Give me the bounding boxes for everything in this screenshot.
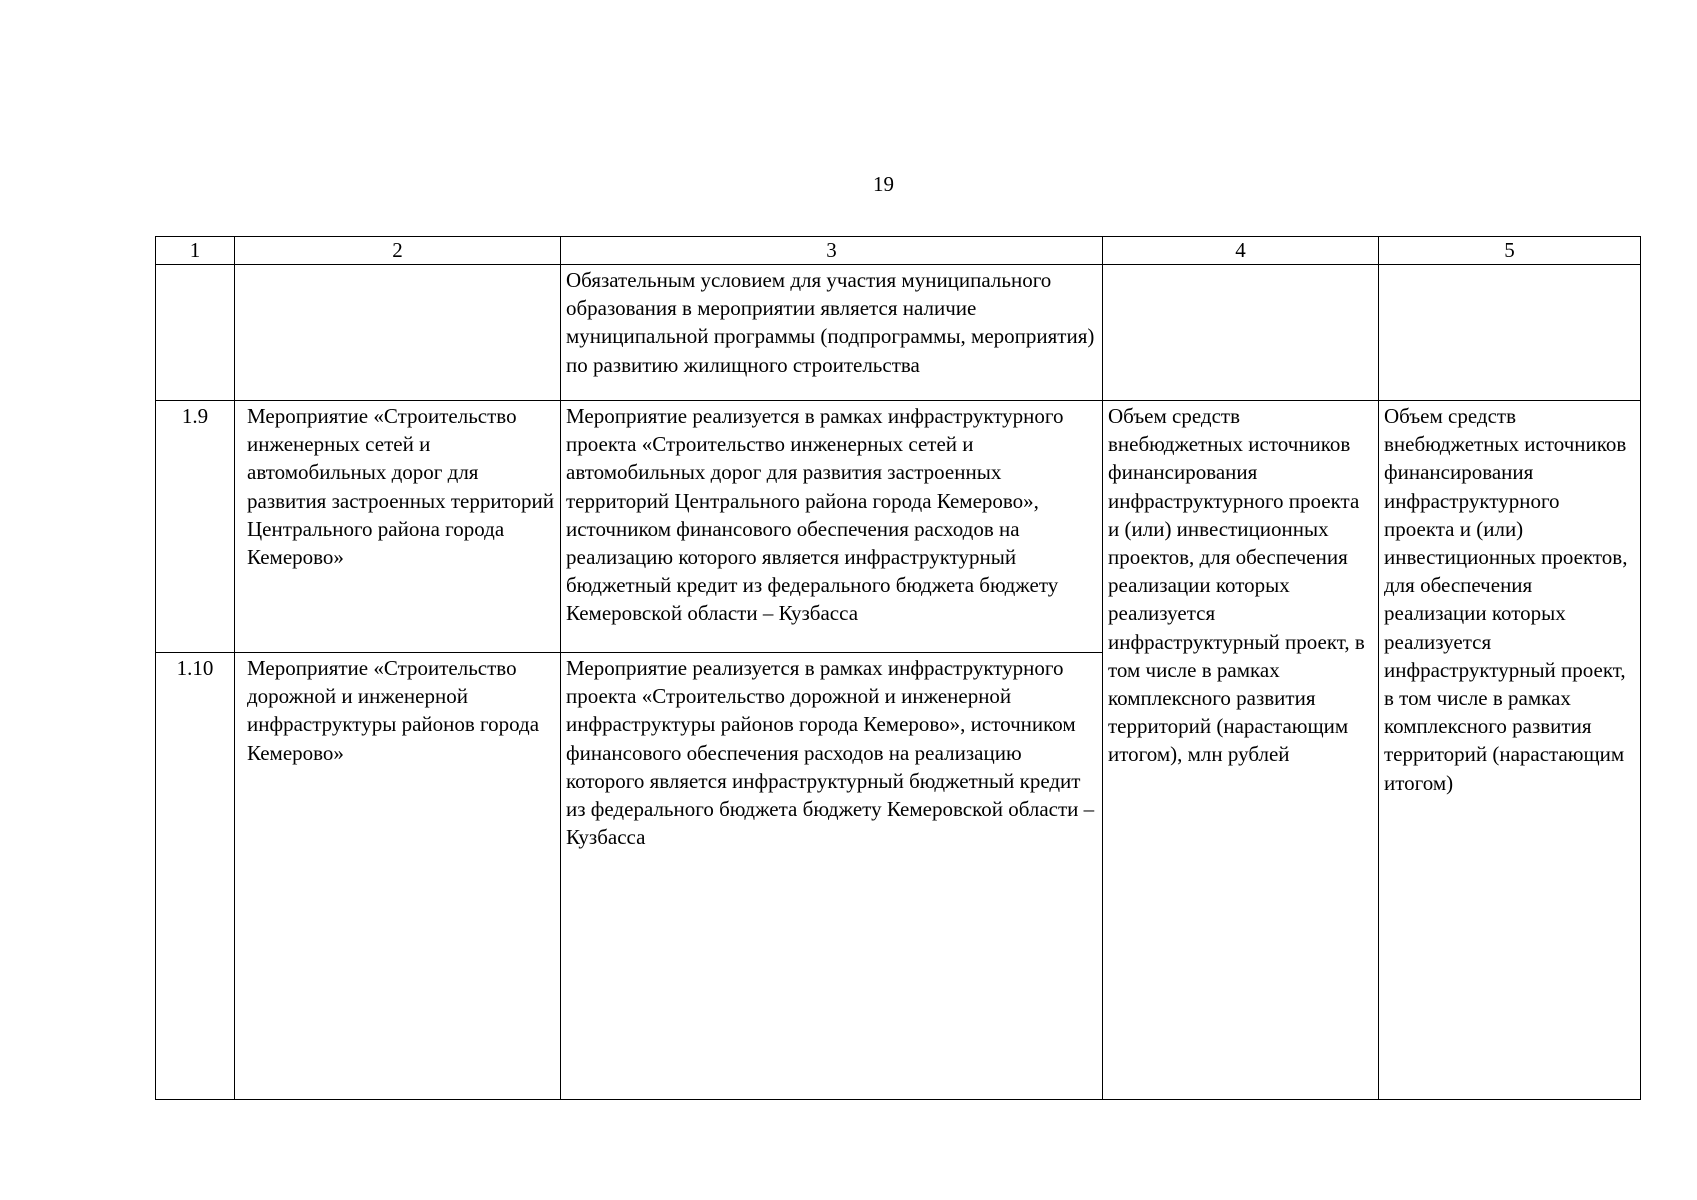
row-name: Мероприятие «Строительство дорожной и инженерной инфраструктуры районов города Кемерово» bbox=[235, 653, 561, 1100]
row-name: Мероприятие «Строительство инженерных сетей и автомобильных дорог для развития застроенных территорий Центрального района города Кемерово» bbox=[235, 401, 561, 653]
table-row-continuation bbox=[156, 265, 1641, 401]
continuation-name-cell bbox=[235, 265, 561, 401]
continuation-col5-cell bbox=[1379, 265, 1641, 401]
row-description: Мероприятие реализуется в рамках инфраструктурного проекта «Строительство инженерных сетей и автомобильных дорог для развития застроенных территорий Центрального района города Кемерово», источником финансового обеспечения расходов на реализацию которого является инфраструктурный бюджетный кредит из федерального бюджета бюджету Кемеровской области – Кузбасса bbox=[561, 401, 1103, 653]
header-col-3: 3 bbox=[561, 237, 1103, 265]
continuation-description-text: Обязательным условием для участия муниципального образования в мероприятии является наличие муниципальной программы (подпрограммы, мероприятия) по развитию жилищного строительства bbox=[566, 268, 1095, 377]
continuation-col4-cell bbox=[1103, 265, 1379, 401]
continuation-number-cell bbox=[156, 265, 235, 401]
continuation-description-cell bbox=[561, 265, 1103, 401]
indicator-table bbox=[155, 236, 1641, 1100]
header-col-4: 4 bbox=[1103, 237, 1379, 265]
header-col-5: 5 bbox=[1379, 237, 1641, 265]
page-number: 19 bbox=[873, 172, 894, 196]
header-col-2: 2 bbox=[235, 237, 561, 265]
merged-indicator-col4: Объем средств внебюджетных источников финансирования инфраструктурного проекта и (или) инвестиционных проектов, для обеспечения реализации которых реализуется инфраструктурный проект, в том числе в рамках комплексного развития территорий (нарастающим итогом), млн рублей bbox=[1103, 401, 1379, 1100]
row-number: 1.10 bbox=[156, 653, 235, 1100]
row-description: Мероприятие реализуется в рамках инфраструктурного проекта «Строительство дорожной и инженерной инфраструктуры районов города Кемерово», источником финансового обеспечения расходов на реализацию которого является инфраструктурный бюджетный кредит из федерального бюджета бюджету Кемеровской области – Кузбасса bbox=[561, 653, 1103, 1100]
row-number: 1.9 bbox=[156, 401, 235, 653]
merged-indicator-col5: Объем средств внебюджетных источников финансирования инфраструктурного проекта и (или) инвестиционных проектов, для обеспечения реализации которых реализуется инфраструктурный проект, в том числе в рамках комплексного развития территорий (нарастающим итогом) bbox=[1379, 401, 1641, 1100]
table-header-row bbox=[156, 237, 1641, 265]
table-row bbox=[156, 401, 1641, 653]
header-col-1: 1 bbox=[156, 237, 235, 265]
